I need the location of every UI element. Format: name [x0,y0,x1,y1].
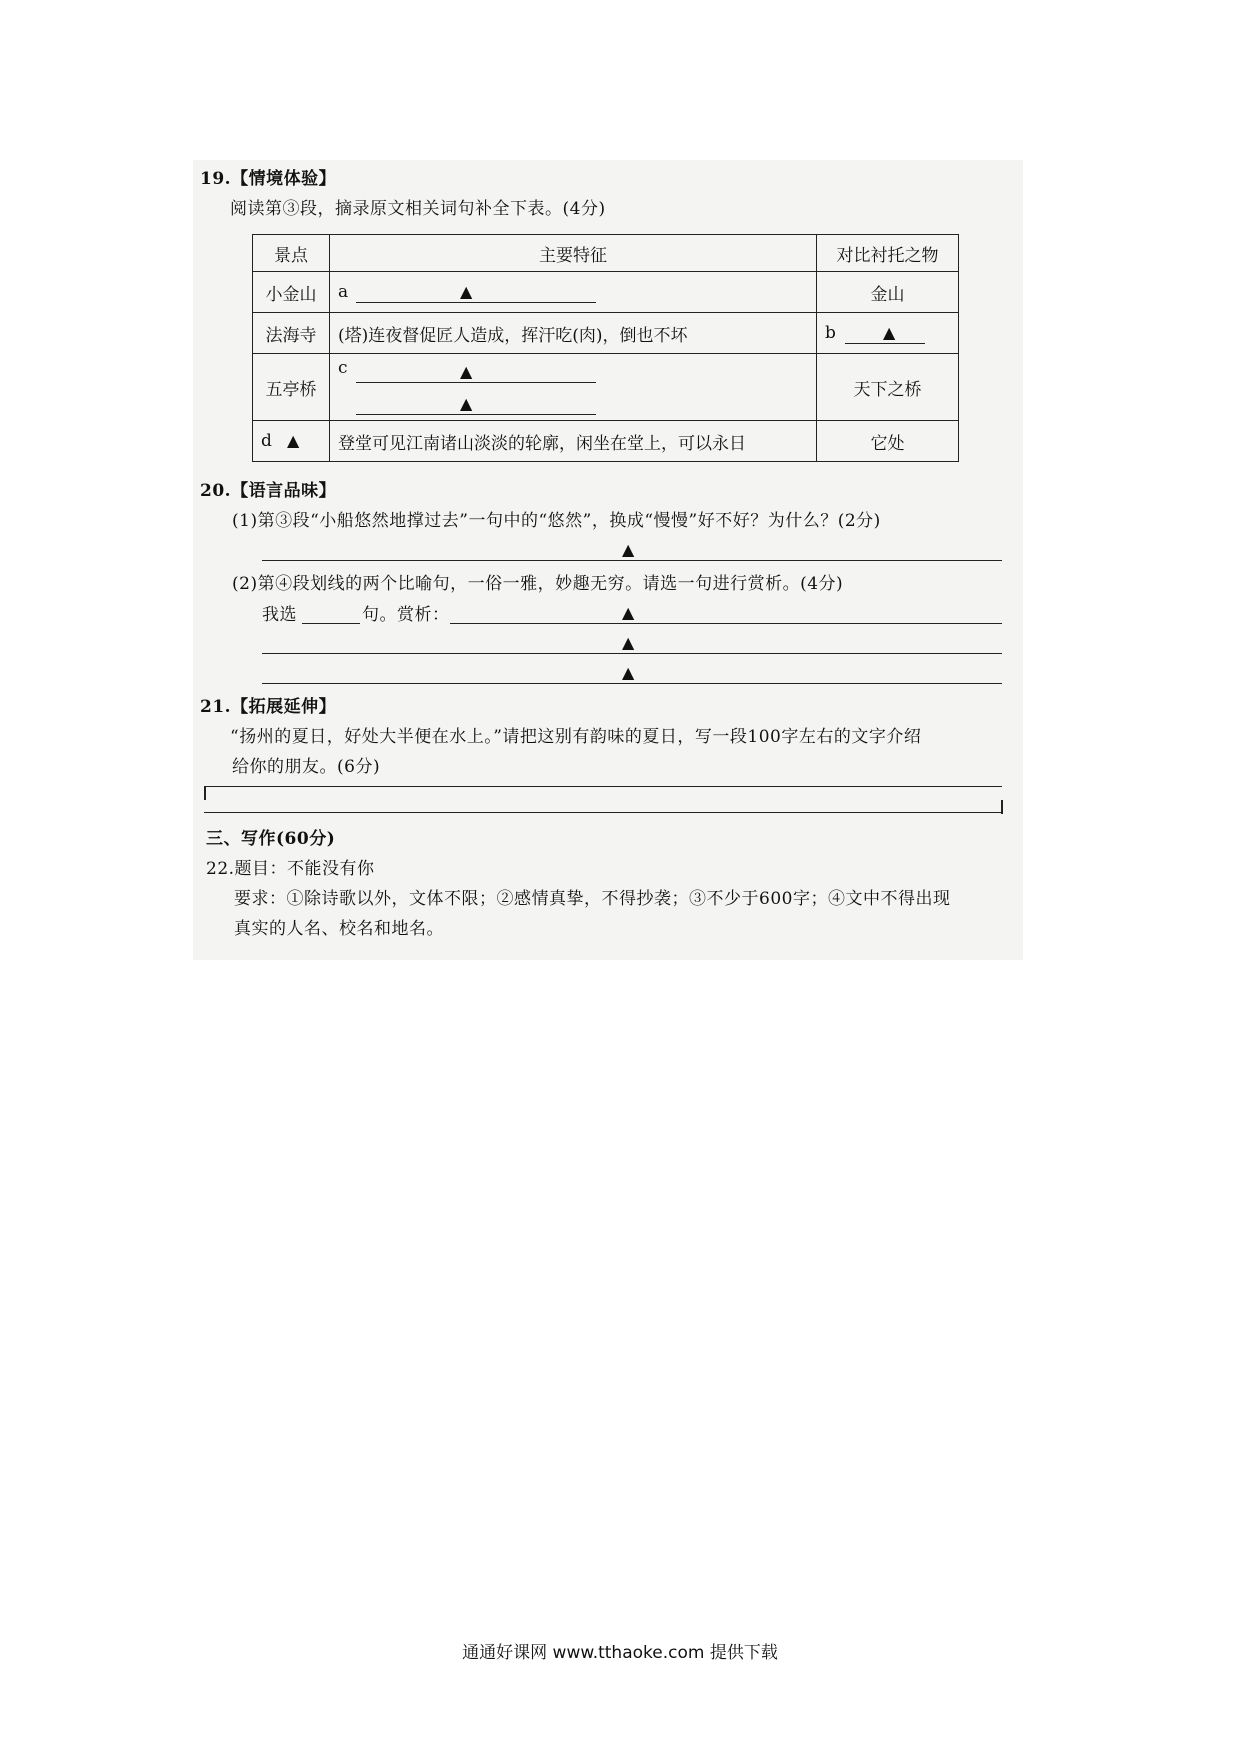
q20-title: 20.【语言品味】 [200,481,337,501]
q21-line2: 给你的朋友。(6分) [232,757,381,777]
feature-cell: (塔)连夜督促匠人造成，挥汗吃(肉)，倒也不坏 [330,313,817,354]
q20-part2: (2)第④段划线的两个比喻句，一俗一雅，妙趣无穷。请选一句进行赏析。(4分) [232,574,844,594]
blank-marker-icon: ▲ [460,282,473,301]
answer-line[interactable] [262,683,1002,684]
blank-marker-icon: ▲ [460,362,473,381]
contrast-cell: 天下之桥 [817,354,959,421]
answer-line[interactable] [204,812,1002,813]
answer-line [845,343,925,344]
q20-answer-mid: 句。赏析： [362,605,450,625]
feature-cell-blank[interactable] [330,354,817,421]
blank-label: d [261,431,272,451]
section-writing-title: 三、写作(60分) [206,829,336,849]
blank-label: b [825,323,836,343]
q19-table [252,234,959,462]
table-row [253,313,959,354]
q19-title: 19.【情境体验】 [200,169,337,189]
answer-line[interactable] [204,786,1002,787]
answer-line[interactable] [262,653,1002,654]
answer-box-left-edge [204,786,206,800]
table-row [253,272,959,313]
answer-line [356,382,596,383]
table-row [253,354,959,421]
blank-marker-icon: ▲ [287,431,300,450]
contrast-cell: 金山 [817,272,959,313]
blank-marker-icon: ▲ [622,540,635,559]
answer-box-right-edge [1001,800,1003,814]
q21-title: 21.【拓展延伸】 [200,697,337,717]
blank-marker-icon: ▲ [883,323,896,342]
header-contrast: 对比衬托之物 [817,235,959,272]
feature-cell-blank[interactable] [330,272,817,313]
place-cell-blank[interactable] [253,421,330,462]
q19-instruction: 阅读第③段，摘录原文相关词句补全下表。(4分) [230,199,606,219]
q20-part1: (1)第③段“小船悠然地撑过去”一句中的“悠然”，换成“慢慢”好不好？为什么？(2分) [232,511,881,531]
q21-line1: “扬州的夏日，好处大半便在水上。”请把这别有韵味的夏日，写一段100字左右的文字介绍 [230,727,922,747]
header-feature: 主要特征 [330,235,817,272]
q22-requirements-1: 要求：①除诗歌以外，文体不限；②感情真挚，不得抄袭；③不少于600字；④文中不得出现 [234,889,951,909]
q22-title: 22.题目：不能没有你 [206,859,375,879]
answer-line [356,414,596,415]
blank-marker-icon: ▲ [622,633,635,652]
blank-marker-icon: ▲ [622,603,635,622]
place-cell: 小金山 [253,272,330,313]
q22-requirements-2: 真实的人名、校名和地名。 [234,919,444,939]
place-cell: 五亭桥 [253,354,330,421]
answer-line [356,302,596,303]
q20-answer-prefix: 我选 [262,605,297,625]
table-header-row [253,235,959,272]
answer-line[interactable] [262,560,1002,561]
answer-line[interactable] [450,623,1002,624]
contrast-cell-blank[interactable] [817,313,959,354]
place-cell: 法海寺 [253,313,330,354]
blank-marker-icon: ▲ [460,394,473,413]
table-row [253,421,959,462]
blank-label: c [338,358,348,378]
footer-source: 通通好课网 www.tthaoke.com 提供下载 [462,1643,778,1663]
feature-cell: 登堂可见江南诸山淡淡的轮廓，闲坐在堂上，可以永日 [330,421,817,462]
contrast-cell: 它处 [817,421,959,462]
header-place: 景点 [253,235,330,272]
blank-marker-icon: ▲ [622,663,635,682]
sentence-choice-blank[interactable] [302,623,360,624]
blank-label: a [338,282,349,302]
